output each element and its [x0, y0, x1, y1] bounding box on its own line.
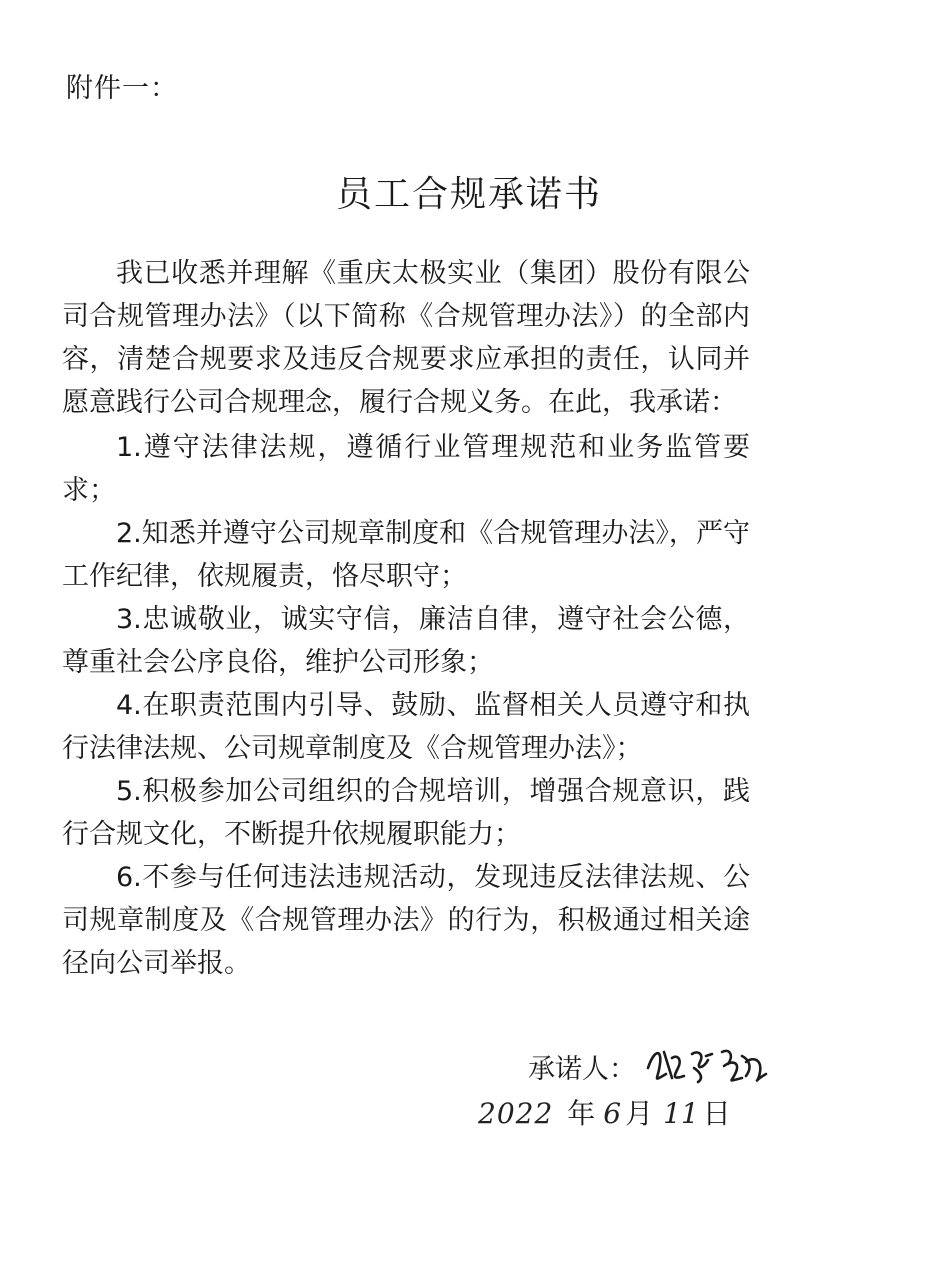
handwritten-signature — [642, 1038, 772, 1095]
commitment-item-4: 4.在职责范围内引导、鼓励、监督相关人员遵守和执行法律法规、公司规章制度及《合规管理办法》； — [62, 690, 750, 764]
date-year: 2022 — [478, 1097, 554, 1130]
date-line — [478, 1092, 731, 1132]
date-day: 11 — [663, 1097, 699, 1130]
commitment-item-5: 5.积极参加公司组织的合规培训，增强合规意识，践行合规文化，不断提升依规履职能力； — [62, 776, 750, 850]
commitment-item-1: 1.遵守法律法规，遵循行业管理规范和业务监管要求； — [62, 432, 750, 506]
commitment-item-6: 6.不参与任何违法违规活动，发现违反法律法规、公司规章制度及《合规管理办法》的行为，积极通过相关途径向公司举报。 — [62, 862, 750, 979]
date-month: 6 — [603, 1097, 622, 1130]
commitment-item-3: 3.忠诚敬业，诚实守信，廉洁自律，遵守社会公德，尊重社会公序良俗，维护公司形象； — [62, 604, 750, 678]
commitment-item-2: 2.知悉并遵守公司规章制度和《合规管理办法》，严守工作纪律，依规履责，恪尽职守； — [62, 518, 750, 592]
date-month-unit: 月 — [625, 1097, 654, 1130]
document-body — [62, 252, 750, 985]
signature-scribble-icon — [642, 1038, 772, 1088]
intro-paragraph: 我已收悉并理解《重庆太极实业（集团）股份有限公司合规管理办法》（以下简称《合规管理办法》）的全部内容，清楚合规要求及违反合规要求应承担的责任，认同并愿意践行公司合规理念，履行合规义务。在此，我承诺： — [62, 258, 750, 418]
date-year-unit: 年 — [567, 1097, 596, 1130]
document-title: 员工合规承诺书 — [335, 174, 602, 215]
signature-line — [528, 1038, 772, 1095]
date-day-unit: 日 — [702, 1097, 731, 1130]
signature-label: 承诺人： — [528, 1054, 636, 1085]
attachment-label: 附件一： — [66, 73, 178, 104]
